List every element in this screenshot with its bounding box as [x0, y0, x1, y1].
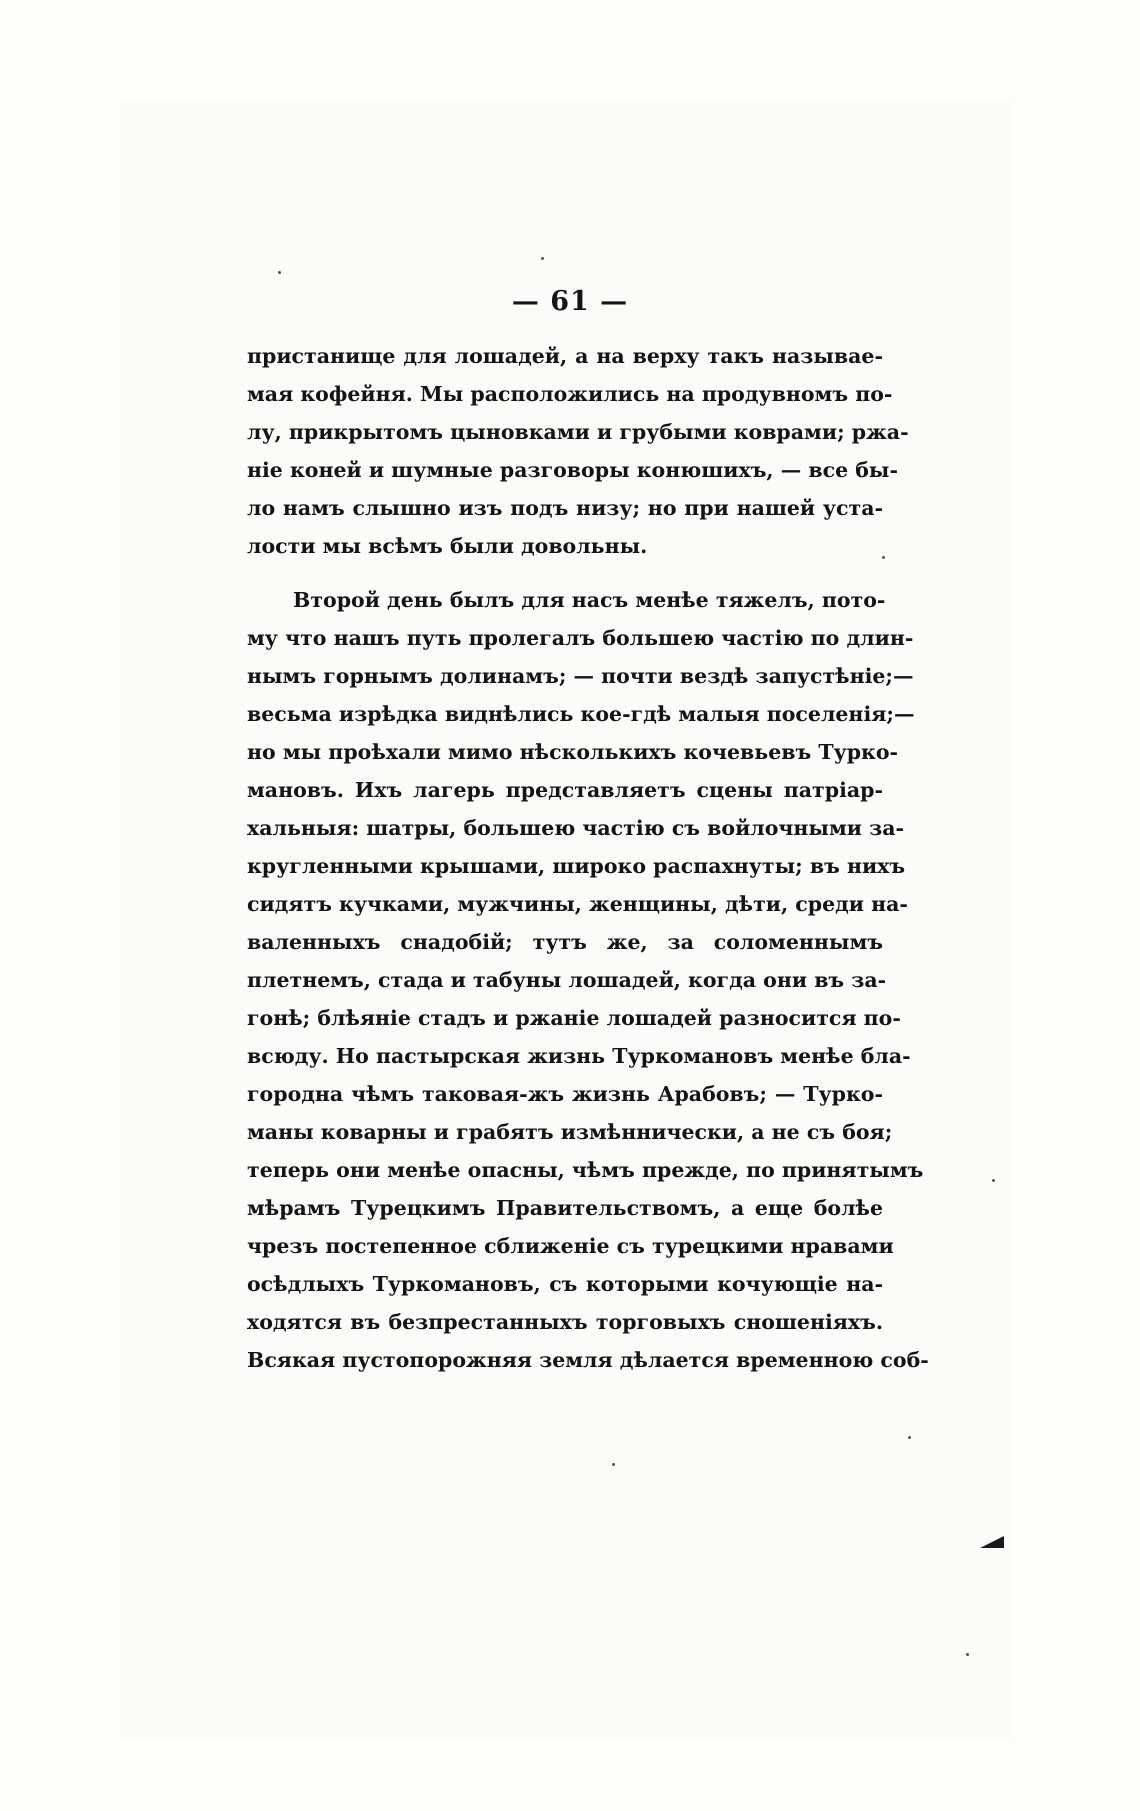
paragraph-1: [247, 337, 909, 565]
scan-edge-mark: [980, 1536, 1004, 1548]
text-line: ходятся въ безпрестанныхъ торговыхъ сношеніяхъ.: [247, 1310, 883, 1334]
ink-speck: [278, 271, 281, 274]
text-line: нымъ горнымъ долинамъ; — почти вездѣ запустѣніе;—: [247, 664, 914, 688]
text-line: лу, прикрытомъ цыновками и грубыми коврами; ржа-: [247, 420, 909, 444]
text-line: мановъ. Ихъ лагерь представляетъ сцены патріар-: [247, 778, 883, 802]
text-line: пристанище для лошадей, а на верху такъ называе-: [247, 344, 883, 368]
ink-speck: [541, 257, 544, 260]
text-line: чрезъ постепенное сближеніе съ турецкими нравами: [247, 1234, 894, 1258]
text-line: хальныя: шатры, большею частію съ войлочными за-: [247, 816, 904, 840]
text-line: Второй день былъ для насъ менѣе тяжелъ, пото-: [293, 588, 886, 612]
text-line: ніе коней и шумные разговоры конюшихъ, — все бы-: [247, 458, 898, 482]
page-number: — 61 —: [511, 286, 629, 317]
text-line: ло намъ слышно изъ подъ низу; но при нашей уста-: [247, 496, 883, 520]
text-line: сидятъ кучками, мужчины, женщины, дѣти, среди на-: [247, 892, 908, 916]
ink-speck: [992, 1179, 995, 1182]
text-line: осѣдлыхъ Туркомановъ, съ которыми кочующіе на-: [247, 1272, 883, 1296]
text-line: мѣрамъ Турецкимъ Правительствомъ, а еще болѣе: [247, 1196, 883, 1220]
text-line: плетнемъ, стада и табуны лошадей, когда они въ за-: [247, 968, 887, 992]
text-line: Всякая пустопорожняя земля дѣлается временною соб-: [247, 1348, 929, 1372]
ink-speck: [908, 1436, 911, 1439]
text-line: городна чѣмъ таковая-жъ жизнь Арабовъ; — Турко-: [247, 1082, 883, 1106]
text-line: мая кофейня. Мы расположились на продувномъ по-: [247, 382, 893, 406]
text-line: но мы проѣхали мимо нѣсколькихъ кочевьевъ Турко-: [247, 740, 899, 764]
text-line: всюду. Но пастырская жизнь Туркомановъ менѣе бла-: [247, 1044, 911, 1068]
paragraph-2: [247, 581, 929, 1379]
text-line: гонѣ; блѣяніе стадъ и ржаніе лошадей разносится по-: [247, 1006, 901, 1030]
text-line: весьма изрѣдка виднѣлись кое-гдѣ малыя поселенія;—: [247, 702, 915, 726]
text-line: теперь они менѣе опасны, чѣмъ прежде, по принятымъ: [247, 1158, 924, 1182]
text-line: валенныхъ снадобій; тутъ же, за соломеннымъ: [247, 930, 883, 954]
text-line: маны коварны и грабятъ измѣннически, а не съ боя;: [247, 1120, 893, 1144]
text-line: кругленными крышами, широко распахнуты; въ нихъ: [247, 854, 906, 878]
body-text: [247, 337, 929, 1379]
ink-speck: [612, 1463, 615, 1466]
text-line: му что нашъ путь пролегалъ большею частію по длин-: [247, 626, 914, 650]
paragraph-gap: [247, 565, 883, 581]
ink-speck: [966, 1653, 969, 1656]
text-line: лости мы всѣмъ были довольны.: [247, 534, 648, 558]
